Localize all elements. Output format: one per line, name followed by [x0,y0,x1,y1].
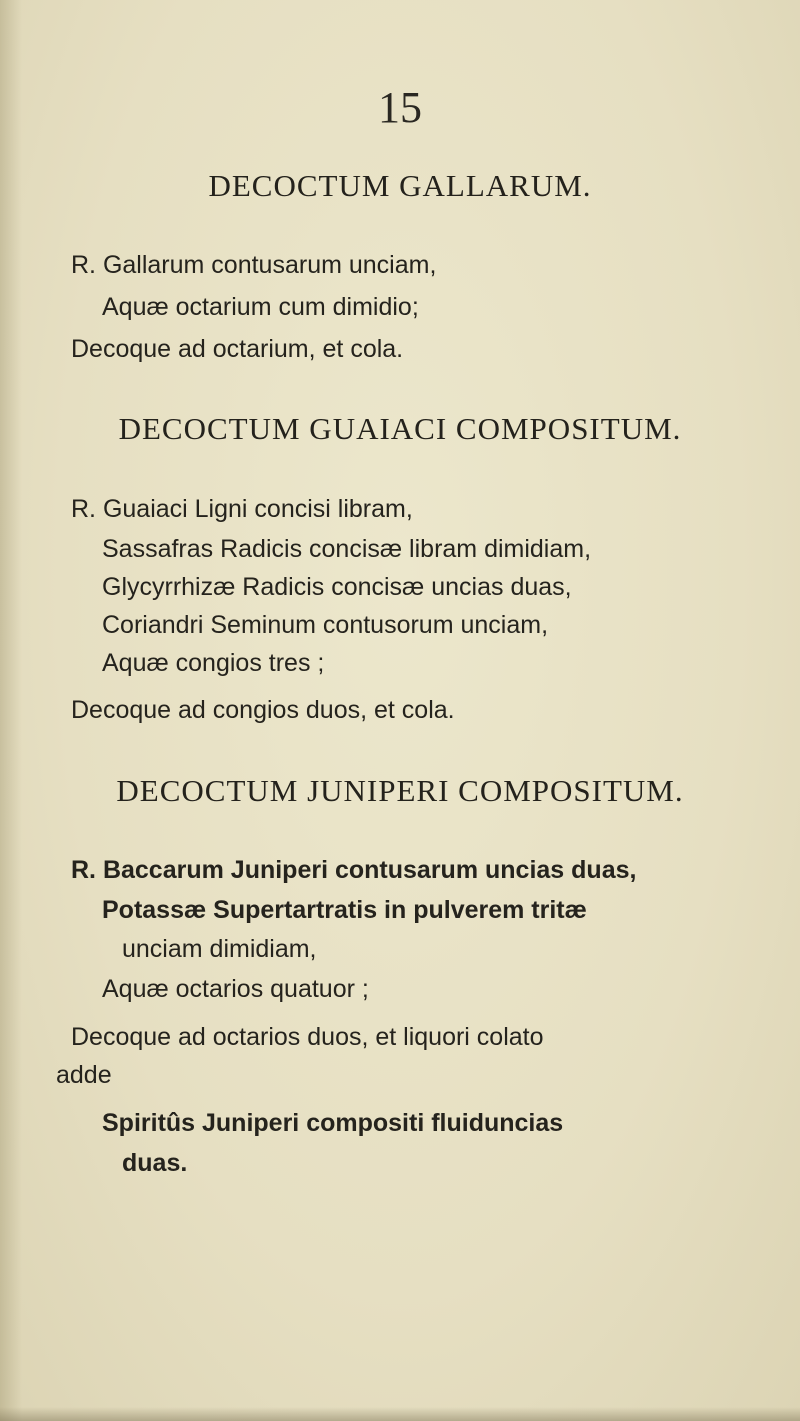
recipe-line: R. Baccarum Juniperi contusarum uncias duas, [71,856,637,884]
recipe-instruction: Decoque ad octarium, et cola. [71,335,404,363]
recipe-instruction: Decoque ad congios duos, et cola. [71,696,455,724]
recipe-line: Aquæ octarios quatuor ; [102,975,369,1003]
page-number: 15 [378,83,422,132]
recipe-instruction: adde [56,1061,112,1089]
recipe-line: Glycyrrhizæ Radicis concisæ uncias duas, [102,573,572,601]
recipe-line: Aquæ congios tres ; [102,649,325,677]
recipe-line: Aquæ octarium cum dimidio; [102,293,419,321]
recipe-line: unciam dimidiam, [122,935,317,963]
section-title-decoctum-gallarum: DECOCTUM GALLARUM. [208,168,592,203]
recipe-line: Sassafras Radicis concisæ libram dimidiam, [102,535,592,563]
page-edge-shadow [0,0,22,1421]
page-bottom-edge [0,1407,800,1421]
recipe-line: duas. [122,1149,188,1177]
recipe-line: Spiritûs Juniperi compositi fluiduncias [102,1109,564,1137]
recipe-line: Potassæ Supertartratis in pulverem tritæ [102,896,587,924]
recipe-instruction: Decoque ad octarios duos, et liquori colato [71,1023,544,1051]
recipe-line: R. Gallarum contusarum unciam, [71,251,437,279]
recipe-line: R. Guaiaci Ligni concisi libram, [71,495,413,523]
recipe-line: Coriandri Seminum contusorum unciam, [102,611,549,639]
section-title-decoctum-juniperi: DECOCTUM JUNIPERI COMPOSITUM. [116,773,684,808]
section-title-decoctum-guaiaci: DECOCTUM GUAIACI COMPOSITUM. [118,411,682,446]
